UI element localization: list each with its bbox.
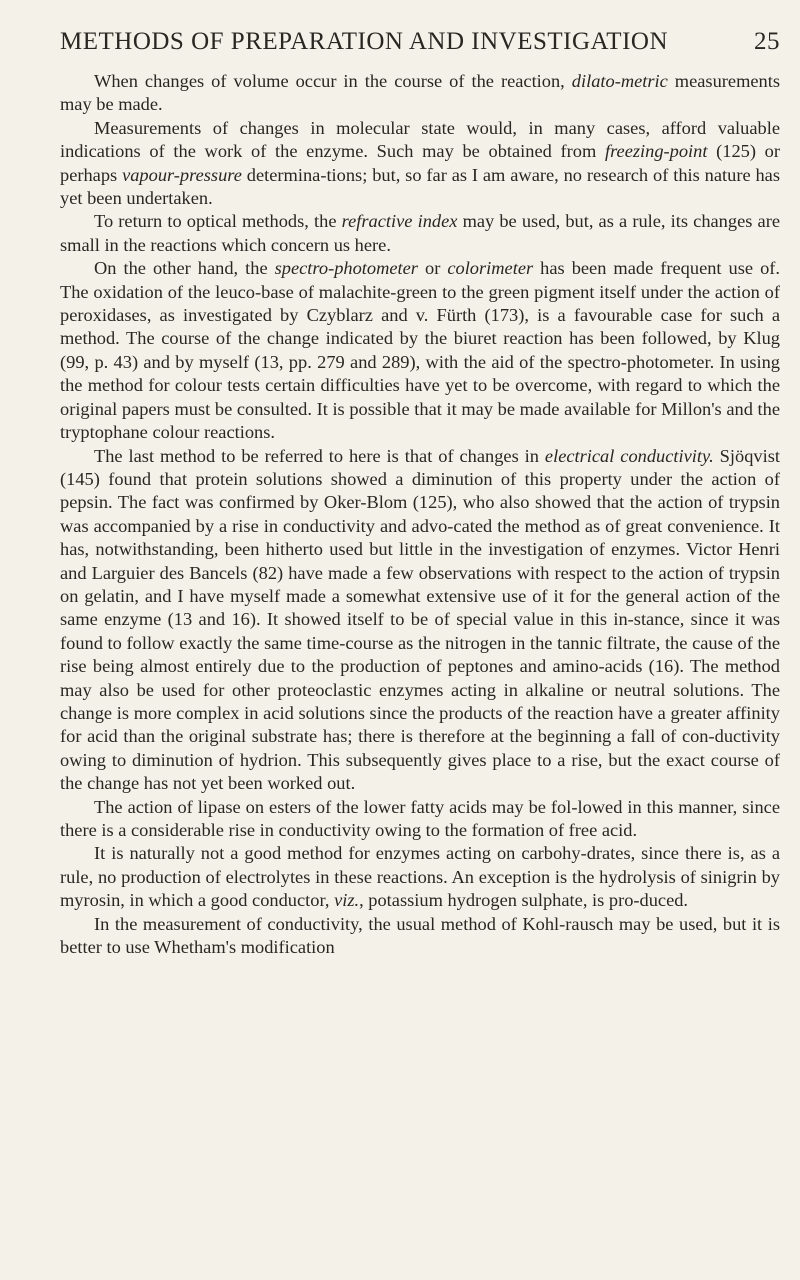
italic-term: spectro-photometer [274, 258, 418, 279]
text-run: measurements may be made. [60, 71, 781, 115]
paragraph [60, 257, 780, 444]
chapter-title: METHODS OF PREPARATION AND INVESTIGATION [60, 28, 669, 55]
text-run: (125) or perhaps [60, 141, 780, 185]
text-run: The action of lipase on esters of the lower fatty acids may be fol-lowed in this manner, since there is a considerable rise in conductivity owing to the formation of free acid. [60, 796, 780, 840]
italic-term: vapour-pressure [122, 164, 242, 185]
body-text [60, 70, 780, 959]
italic-term: dilato-metric [571, 71, 668, 91]
paragraph [60, 210, 780, 257]
text-run: , potassium hydrogen sulphate, is pro-duced. [359, 890, 689, 911]
paragraph [60, 117, 780, 211]
book-page [60, 28, 780, 959]
text-run: To return to optical methods, the [94, 211, 342, 232]
text-run: Measurements of changes in molecular state would, in many cases, afford valuable indications of the work of the enzyme. Such may be obtained from [60, 117, 780, 162]
italic-term: viz. [334, 890, 360, 911]
paragraph [60, 796, 780, 843]
text-run: The last method to be referred to here is that of changes in [94, 445, 545, 466]
italic-term: refractive index [341, 211, 458, 232]
italic-term: electrical conductivity. [544, 445, 714, 466]
italic-term: freezing-point [604, 141, 708, 162]
text-run: or [417, 258, 448, 279]
paragraph [60, 70, 780, 117]
page-number: 25 [754, 28, 780, 55]
text-run: Sjöqvist (145) found that protein solutions showed a diminution of this property under the action of pepsin. The fact was confirmed by Oker-Blom (125), who also showed that the action of trypsin was accompanied by a rise in conductivity and advo-cated the method as of great convenience. It has, notwithstanding, been hitherto used but little in the investigation of enzymes. Victor Henri and Larguier des Bancels (82) have made a few observations with respect to the action of trypsin on gelatin, and I have myself made a somewhat extensive use of it for the general action of the same enzyme (13 and 16). It showed itself to be of special value in this in-stance, since it was found to follow exactly the same time-course as the nitrogen in the tannic filtrate, the cause of the rise being almost entirely due to the production of peptones and amino-acids (16). The method may also be used for other proteoclastic enzymes acting in alkaline or neutral solutions. The change is more complex in acid solutions since the products of the reaction have a greater affinity for acid than the original substrate has; there is therefore at the beginning a fall of con-ductivity owing to diminution of hydrion. This subsequently gives place to a rise, but the exact course of the change has not yet been worked out. [60, 445, 780, 794]
italic-term: colorimeter [447, 258, 534, 279]
text-run: It is naturally not a good method for enzymes acting on carbohy-drates, since there is, as a rule, no production of electrolytes in these reactions. An exception is the hydrolysis of sinigrin by myrosin, in which a good conductor, [60, 843, 780, 911]
paragraph [60, 913, 780, 960]
text-run: When changes of volume occur in the course of the reaction, [94, 71, 572, 91]
paragraph [60, 842, 780, 912]
text-run: In the measurement of conductivity, the usual method of Kohl-rausch may be used, but it is better to use Whetham's modification [60, 913, 780, 958]
paragraph [60, 445, 780, 796]
text-run: On the other hand, the [94, 258, 275, 279]
text-run: may be used, but, as a rule, its changes are small in the reactions which concern us here. [60, 211, 780, 255]
text-run: has been made frequent use of. The oxidation of the leuco-base of malachite-green to the green pigment itself under the action of peroxidases, as investigated by Czyblarz and v. Fürth (173), is a favourable case for such a method. The course of the change indicated by the biuret reaction has been followed, by Klug (99, p. 43) and by myself (13, pp. 279 and 289), with the aid of the spectro-photometer. In using the method for colour tests certain difficulties have yet to be overcome, with regard to which the original papers must be consulted. It is possible that it may be made available for Millon's and the tryptophane colour reactions. [60, 258, 781, 443]
text-run: determina-tions; but, so far as I am aware, no research of this nature has yet been undertaken. [60, 164, 780, 209]
running-head [60, 28, 780, 56]
